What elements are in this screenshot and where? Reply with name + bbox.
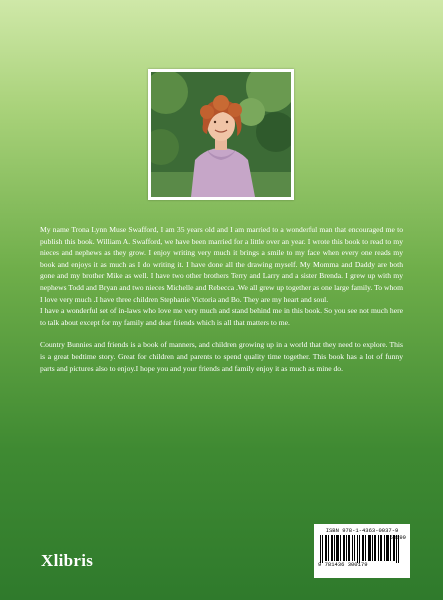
bio-paragraph-3: Country Bunnies and friends is a book of manners, and children growing up in a world that they need to explore. This is a great bedtime story. Great for children and parents to spend quality time together. This book has a lot of funny parts and pictures also to enjoy.I hope you and your friends and family enjoy it as much as mine do. xyxy=(40,340,403,373)
bio-paragraph-2: I have a wonderful set of in-laws who love me very much and stand behind me in this book. So you see not much here to talk about except for my family and dear friends which is all that matters to me. xyxy=(40,306,403,327)
author-photo-frame xyxy=(148,69,294,200)
author-portrait-icon xyxy=(151,72,291,197)
isbn-label: ISBN 978-1-4363-0037-9 xyxy=(325,527,399,534)
ean-digits: 9 781436 300179 xyxy=(318,561,368,568)
isbn-barcode xyxy=(314,524,410,578)
bio-paragraph-1: My name Trona Lynn Muse Swafford, I am 35 years old and I am married to a wonderful man that encouraged me to publish this book. William A. Swafford, we have been married for a little over an year. I wrote this book to read to my nieces and nephews as they grow. I enjoy writing very much it brings a smile to my face when every one reads my book and enjoys it as much as I do writing it. I have done all the drawing myself. My Momma and Daddy are both gone and my brother Mike as well. I have two other brothers Terry and Larry and a sister Brenda. I grew up with my nephews Todd and Bryan and two nieces Michelle and Rebecca .We all grew up together as one large family. To whom I love very much .I have three children Stephanie Victoria and Bo. They are my heart and soul. xyxy=(40,225,403,304)
author-photo xyxy=(151,72,291,197)
author-bio xyxy=(40,224,403,385)
price-code: 53199 xyxy=(389,534,406,541)
publisher-logo: Xlibris xyxy=(41,551,94,570)
